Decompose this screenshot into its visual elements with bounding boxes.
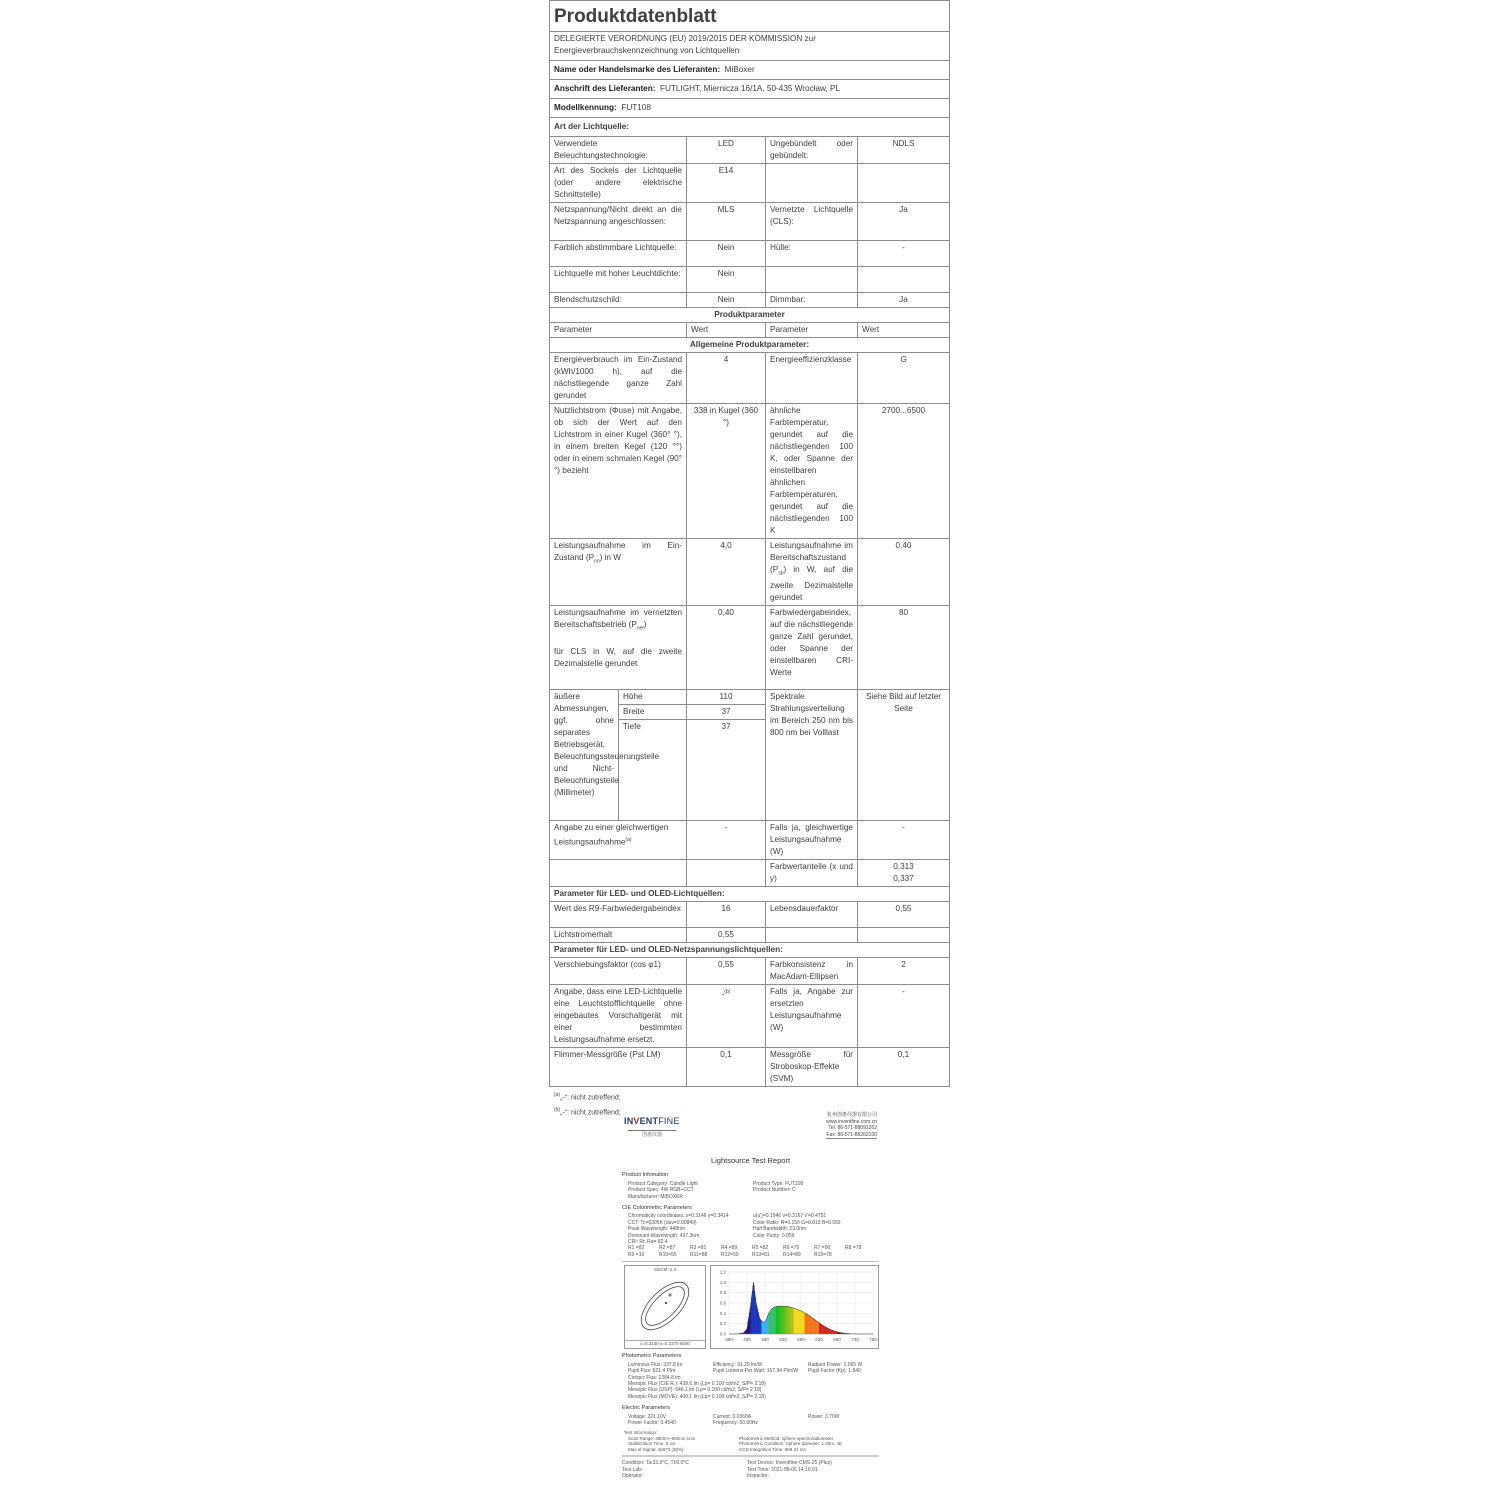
param-label: Lebensdauerfaktor [766,901,858,927]
param-label [766,164,858,203]
type-row [550,267,950,293]
model-row [550,99,950,118]
svg-text:580: 580 [797,1337,805,1343]
svg-text:530: 530 [779,1337,787,1343]
param-value: Nein [687,241,766,267]
cie-params: Chromaticity coordinates: x=0.3146 y=0.3414 u(u')=0.1946 v=0.3167 v'=0.4751 CCT: Tc=6305K (duv=0.00849) Color Ratio: R=0.150 G=0.819 B=0.052 Peak Wavelength: 448nm Half Bandwidth: 23.0nm Dominant Wavelength: 497.3nm Color Purity: 0.059 CRI: Rt: Ra= 82.4 [628,1213,841,1246]
chromaticity-row [550,859,950,886]
param-label: Blendschutzschild: [550,293,687,308]
param-label: Falls ja, Angabe zur ersetzten Leistungsaufnahme (W) [766,984,858,1047]
supplier-name-label: Name oder Handelsmarke des Lieferanten: [554,65,721,74]
param-value: 0,1 [687,1047,766,1086]
cri-values-row-2: R9 =16 R10=55 R11=88 R12=50 R13=81 R14=89 R15=78 [628,1251,832,1258]
macadam-ellipse-plot: SDCM: 2.3 x=0.3130 y=0.3370 6500 [624,1265,706,1349]
dimension-value: 110 [687,690,765,705]
dimension-name: Tiefe [623,721,641,731]
svg-text:1.0: 1.0 [719,1280,726,1286]
equivalent-power-row [550,820,950,859]
electric-params: Voltage: 221.10V Current: 0.0360A Power: 3.70W Power Factor: 0.4540 Frequency: 50.00Hz [628,1413,840,1426]
regulation-text [550,32,950,61]
param-value: LED [687,137,766,164]
param-value: - [858,820,950,859]
param-label: Angabe zu einer gleichwertigen Leistungsaufnahme$^{(a)}$ [550,820,687,859]
svg-text:0.6: 0.6 [719,1300,726,1306]
param-label: Lichtstromerhalt [550,927,687,942]
param-value: - [687,820,766,859]
type-row [550,164,950,203]
svg-text:0.0: 0.0 [719,1331,726,1337]
model-value: FUT108 [621,103,651,112]
datasheet-table [549,0,950,1087]
param-value: G [858,353,950,404]
footnote-b: $^{(b)}$„-“: nicht zutreffend; [554,1106,621,1117]
param-value: 16 [687,901,766,927]
param-label: Angabe, dass eine LED-Lichtquelle eine Leuchtstofflichtquelle ohne eingebautes Vorschaltgerät mit einer bestimmten Leistungsaufnahme ersetzt. [550,984,687,1047]
param-label: Energieeffizienzklasse [766,353,858,404]
column-header: Parameter [550,323,687,338]
column-header: Wert [858,323,950,338]
type-row [550,137,950,164]
electric-heading: Electric Parameters [622,1405,670,1412]
param-value: 80 [858,605,950,689]
param-label: Energieverbrauch im Ein-Zustand (kWh/1000 h), auf die nächstliegende ganze Zahl gerundet [550,353,687,404]
page-title: Produktdatenblatt [550,1,950,32]
param-value: -$^{(b)}$ [687,984,766,1047]
param-value [858,927,950,942]
param-label: Verschiebungsfaktor (cos φ1) [550,957,687,984]
product-info-heading: Product Infomation [622,1172,669,1179]
svg-text:0.2: 0.2 [719,1321,726,1327]
param-value: Nein [687,267,766,293]
supplier-address-row [550,80,950,99]
param-label: Dimmbar: [766,293,858,308]
light-source-type-heading: Art der Lichtquelle: [550,118,950,137]
led-params-heading: Parameter für LED- und OLED-Lichtquellen: [550,886,950,901]
general-row [550,353,950,404]
param-value: E14 [687,164,766,203]
param-label: Nutzlichtstrom (Φuse) mit Angabe, ob sich der Wert auf den Lichtstrom in einer Kugel (360° °), in einem breiten Kegel (120 °°) oder in einem schmalen Kegel (90° °) bezieht [550,404,687,539]
website-link: www.inventfine.com.cn [826,1118,877,1125]
dimension-name: Breite [619,705,686,720]
param-value: Ja [858,203,950,241]
inventfine-logo: INVENTFINE [624,1116,680,1126]
dimension-value: 37 [687,705,765,720]
param-value: - [858,984,950,1047]
led-row [550,927,950,942]
param-value: Ja [858,293,950,308]
svg-text:680: 680 [833,1337,841,1343]
led-row [550,901,950,927]
cri-values-row-1: R1 =82 R2 =87 R3 =81 R4 =89 R5 =82 R6 =76 R7 =90 R8 =78 [628,1245,862,1252]
param-label: Netzspannung/Nicht direkt an die Netzspannung angeschlossen: [550,203,687,241]
param-value [858,267,950,293]
photometric-heading: Photometric Parameters [622,1353,682,1360]
param-label: Flimmer-Messgröße (Pst LM) [550,1047,687,1086]
supplier-address-value: FUTLIGHT, Miernicza 16/1A, 50-435 Wrocław, PL [660,84,841,93]
column-header: Wert [687,323,766,338]
test-information: Test Information: Scan Range: 380nm~800nm:1nm Photometric Method: sphere-spectroradiometer Stabilization Time: 0 ms Photometric Condition: Sphere diameter: 1.00m, 4E Max of Signal: 46073 (35%) CCD Integration Time: 969.31 ms [624,1430,843,1452]
svg-text:780: 780 [869,1337,877,1343]
param-value: - [858,241,950,267]
column-header-row [550,323,950,338]
mesopic-params: Mesopic Flux (CIE R.): 439.6 lm (Lp= 0.100 cd/m2, S/P= 2.18) Mesopic Flux (USP): 546.1 lm (Lp= 0.100 cd/m2, S/P= 2.18) Mesopic Flux (MOVE): 400.1 lm (Lp= 0.100 cd/m2, S/P= 2.18) [628,1380,766,1400]
product-info: Product Category: Candle Light Product Type: FUT108 Product Spec: 4W RGB+CCT Product Number: C Manufacturer: MiBOXER [628,1180,804,1200]
param-label: Messgröße für Stroboskop-Effekte (SVM) [766,1047,858,1086]
svg-text:430: 430 [743,1337,751,1343]
param-label: Farbwertanteile (x und y) [766,859,858,886]
param-value: Siehe Bild auf letzter Seite [858,689,950,820]
mains-params-heading: Parameter für LED- und OLED-Netzspannungslichtquellen: [550,942,950,957]
param-label: Hülle: [766,241,858,267]
svg-text:0.8: 0.8 [719,1290,726,1296]
general-row [550,404,950,539]
company-contact: 杭州创惠仪器有限公司 www.inventfine.com.cn Tel: 86-571-88091262 Fax: 86-571-88262100 [826,1112,877,1138]
param-value: 0,40 [858,539,950,606]
dimension-value: 37 [721,721,731,731]
param-label: Leistungsaufnahme im Ein-Zustand $(P_{on})$ in W [550,539,687,606]
mains-row [550,957,950,984]
param-label: Leistungsaufnahme im vernetzten Bereitschaftsbetrieb $(P_{net})$ für CLS in W, auf die zweite Dezimalstelle gerundet [550,605,687,689]
column-header: Parameter [766,323,858,338]
param-label: Ungebündelt oder gebündelt: [766,137,858,164]
supplier-address-label: Anschrift des Lieferanten: [554,84,656,93]
param-value: NDLS [858,137,950,164]
param-value: MLS [687,203,766,241]
test-report [618,1108,883,1480]
param-label: ähnliche Farbtemperatur, gerundet auf die nächstliegenden 100 K, oder Spanne der einstellbaren ähnlichen Farbtemperaturen, gerundet auf die nächstliegenden 100 K [766,404,858,539]
svg-text:380: 380 [725,1337,733,1343]
report-footer: Condition: Ta:33.3°C, Tt:0.0°C Test Device: Inventfine-CMS-25 (Plus) Test Lab: Test Time: 2021-08-06 14:16:01 Operator: Inspector: [622,1460,832,1480]
ellipse-icon [625,1266,707,1348]
param-value: 4,0 [687,539,766,606]
logo-subtitle: 创惠仪器 [628,1130,676,1138]
spectrum-chart [710,1265,879,1349]
dimensions-values [687,689,766,820]
svg-text:1.2: 1.2 [719,1269,726,1275]
svg-text:0.4: 0.4 [719,1311,726,1317]
regulation-line-2: Energieverbrauchskennzeichnung von Lichtquellen [554,46,740,55]
param-value: 2700...6500 [858,404,950,539]
supplier-name-row [550,61,950,80]
param-value: 0,55 [687,957,766,984]
divider [622,1455,879,1457]
svg-text:730: 730 [851,1337,859,1343]
param-value: 0,1 [858,1047,950,1086]
dimension-name: Höhe [619,690,686,705]
product-params-heading: Produktparameter [550,308,950,323]
param-label: Art des Sockels der Lichtquelle (oder andere elektrische Schnittstelle) [550,164,687,203]
divider [622,1261,879,1262]
svg-text:480: 480 [761,1337,769,1343]
param-label: Lichtquelle mit hoher Leuchtdichte: [550,267,687,293]
footnote-a: $^{(a)}$„-“: nicht zutreffend; [554,1091,621,1101]
cie-heading: CIE Colorimetric Parameters [622,1205,692,1212]
report-header [618,1108,883,1146]
param-value: 0,55 [687,927,766,942]
regulation-line-1: DELEGIERTE VERORDNUNG (EU) 2019/2015 DER KOMMISSION zur [554,34,816,43]
type-row [550,203,950,241]
type-row [550,293,950,308]
general-row [550,539,950,606]
dimensions-cell [550,689,687,820]
param-label: Farbkonsistenz in MacAdam-Ellipsen [766,957,858,984]
type-row [550,241,950,267]
mains-row [550,984,950,1047]
param-label: Spektrale Strahlungsverteilung im Bereich 250 nm bis 800 nm bei Volllast [766,689,858,820]
param-value: 0,40 [687,605,766,689]
model-label: Modellkennung: [554,103,617,112]
photometric-params: Luminous Flux: 337.8 lm Efficiency: 91.29 lm/W Radiant Power: 1.065 W Pupil Flux: 621.4 Plm Pupil Lumens Per Watt: 167.94 Plm/W Pupil Factor (Kp): 1.840 Cirtopic Flux: 1384.8 lm [628,1361,863,1381]
report-title: Lightsource Test Report [710,1156,791,1165]
param-label [766,927,858,942]
dimensions-label: äußere Abmessungen, ggf. ohne separates Betriebsgerät, Beleuchtungssteuerungsteile und Nicht-Beleuchtungsteile (Millimeter) [550,690,619,820]
chart-area [624,1265,879,1349]
param-label: Farblich abstimmbare Lichtquelle: [550,241,687,267]
param-label: Leistungsaufnahme im Bereitschaftszustand $(P_{sb})$ in W, auf die zweite Dezimalstelle gerundet [766,539,858,606]
mains-row [550,1047,950,1086]
param-value: 4 [687,353,766,404]
product-datasheet [549,0,949,1119]
svg-text:630: 630 [815,1337,823,1343]
param-label: Vernetzte Lichtquelle (CLS): [766,203,858,241]
param-label [766,267,858,293]
spectrum-plot [711,1266,878,1348]
param-value [858,164,950,203]
param-value: 2 [858,957,950,984]
general-params-heading: Allgemeine Produktparameter: [550,338,950,353]
param-value: 0,313 0,337 [858,859,950,886]
param-value: Nein [687,293,766,308]
dimensions-row [550,689,950,820]
param-value: 0,55 [858,901,950,927]
param-label: Wert des R9-Farbwiedergabeindex [550,901,687,927]
param-label: Farbwiedergabeindex, auf die nächstliegende ganze Zahl gerundet, oder Spanne der einstellbaren CRI-Werte [766,605,858,689]
supplier-name-value: MiBoxer [724,65,755,74]
param-value: 338 in Kugel (360 °) [687,404,766,539]
param-label: Verwendete Beleuchtungstechnologie: [550,137,687,164]
general-row [550,605,950,689]
param-label: Falls ja, gleichwertige Leistungsaufnahme (W) [766,820,858,859]
